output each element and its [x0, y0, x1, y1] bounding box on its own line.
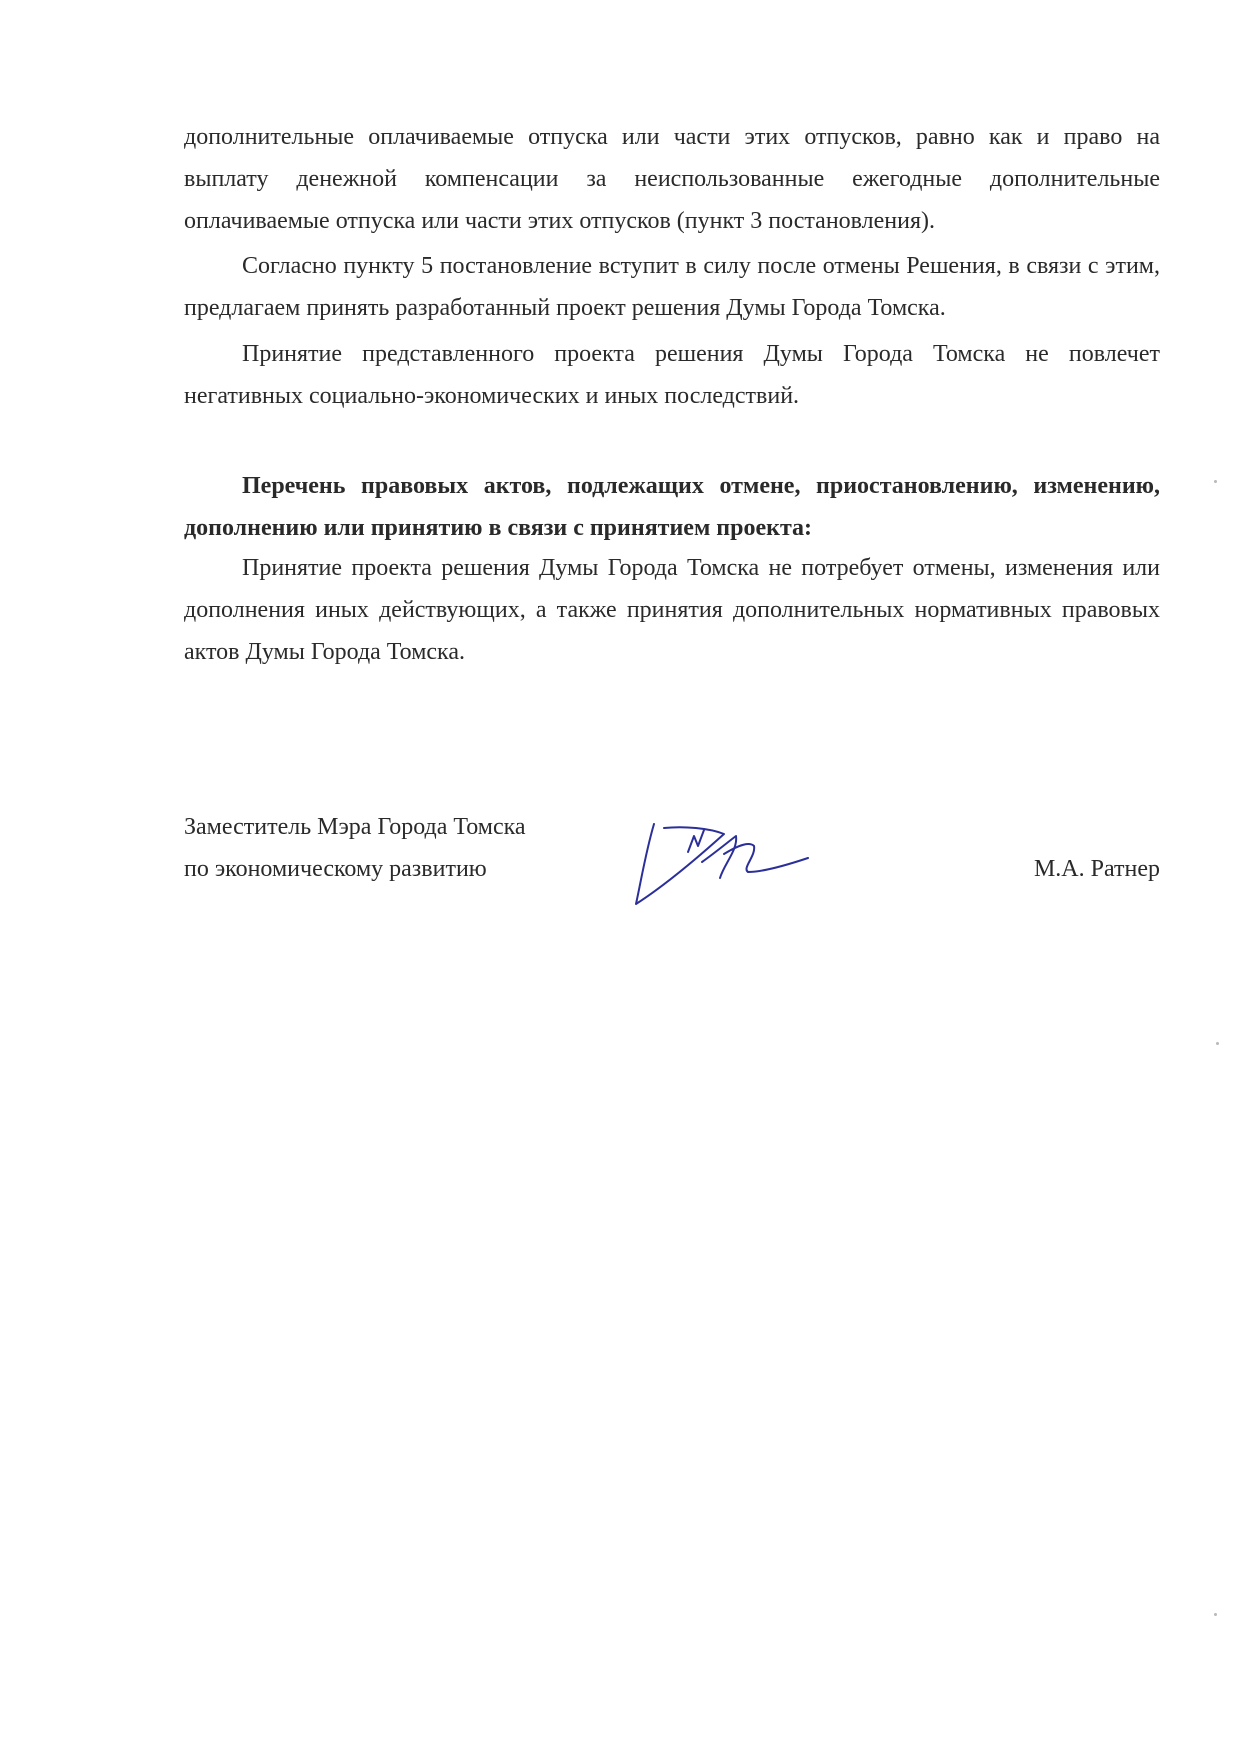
position-line-2: по экономическому развитию [184, 856, 487, 882]
section-heading [184, 465, 1160, 549]
heading-text: Перечень правовых актов, подлежащих отмене, приостановлению, изменению, дополнению или принятию в связи с принятием проекта: [184, 473, 1160, 541]
paragraph-consequences [184, 333, 1160, 417]
paragraph-legal-acts [184, 547, 1160, 673]
signatory-position [184, 806, 526, 890]
signatory-name: М.А. Ратнер [1033, 856, 1160, 882]
signature-block [184, 806, 1160, 916]
position-line-1: Заместитель Мэра Города Томска [184, 814, 526, 840]
paragraph-entry-into-force [184, 245, 1160, 329]
scan-speck [1214, 1613, 1217, 1616]
paragraph-continuation [184, 116, 1160, 242]
scan-speck [1216, 1042, 1219, 1045]
handwritten-signature [624, 806, 834, 916]
paragraph-text: дополнительные оплачиваемые отпуска или части этих отпусков, равно как и право на выплату денежной компенсации за неиспользованные ежегодные дополнительные оплачиваемые отпуска или части этих отпусков (пункт 3 постановления). [184, 124, 1160, 234]
paragraph-text: Принятие представленного проекта решения Думы Города Томска не повлечет негативных социально-экономических и иных последствий. [184, 341, 1160, 409]
scan-speck [1214, 480, 1217, 483]
paragraph-text: Принятие проекта решения Думы Города Томска не потребует отмены, изменения или дополнения иных действующих, а также принятия дополнительных нормативных правовых актов Думы Города Томска. [184, 555, 1160, 665]
paragraph-text: Согласно пункту 5 постановление вступит в силу после отмены Решения, в связи с этим, предлагаем принять разработанный проект решения Думы Города Томска. [184, 253, 1160, 321]
